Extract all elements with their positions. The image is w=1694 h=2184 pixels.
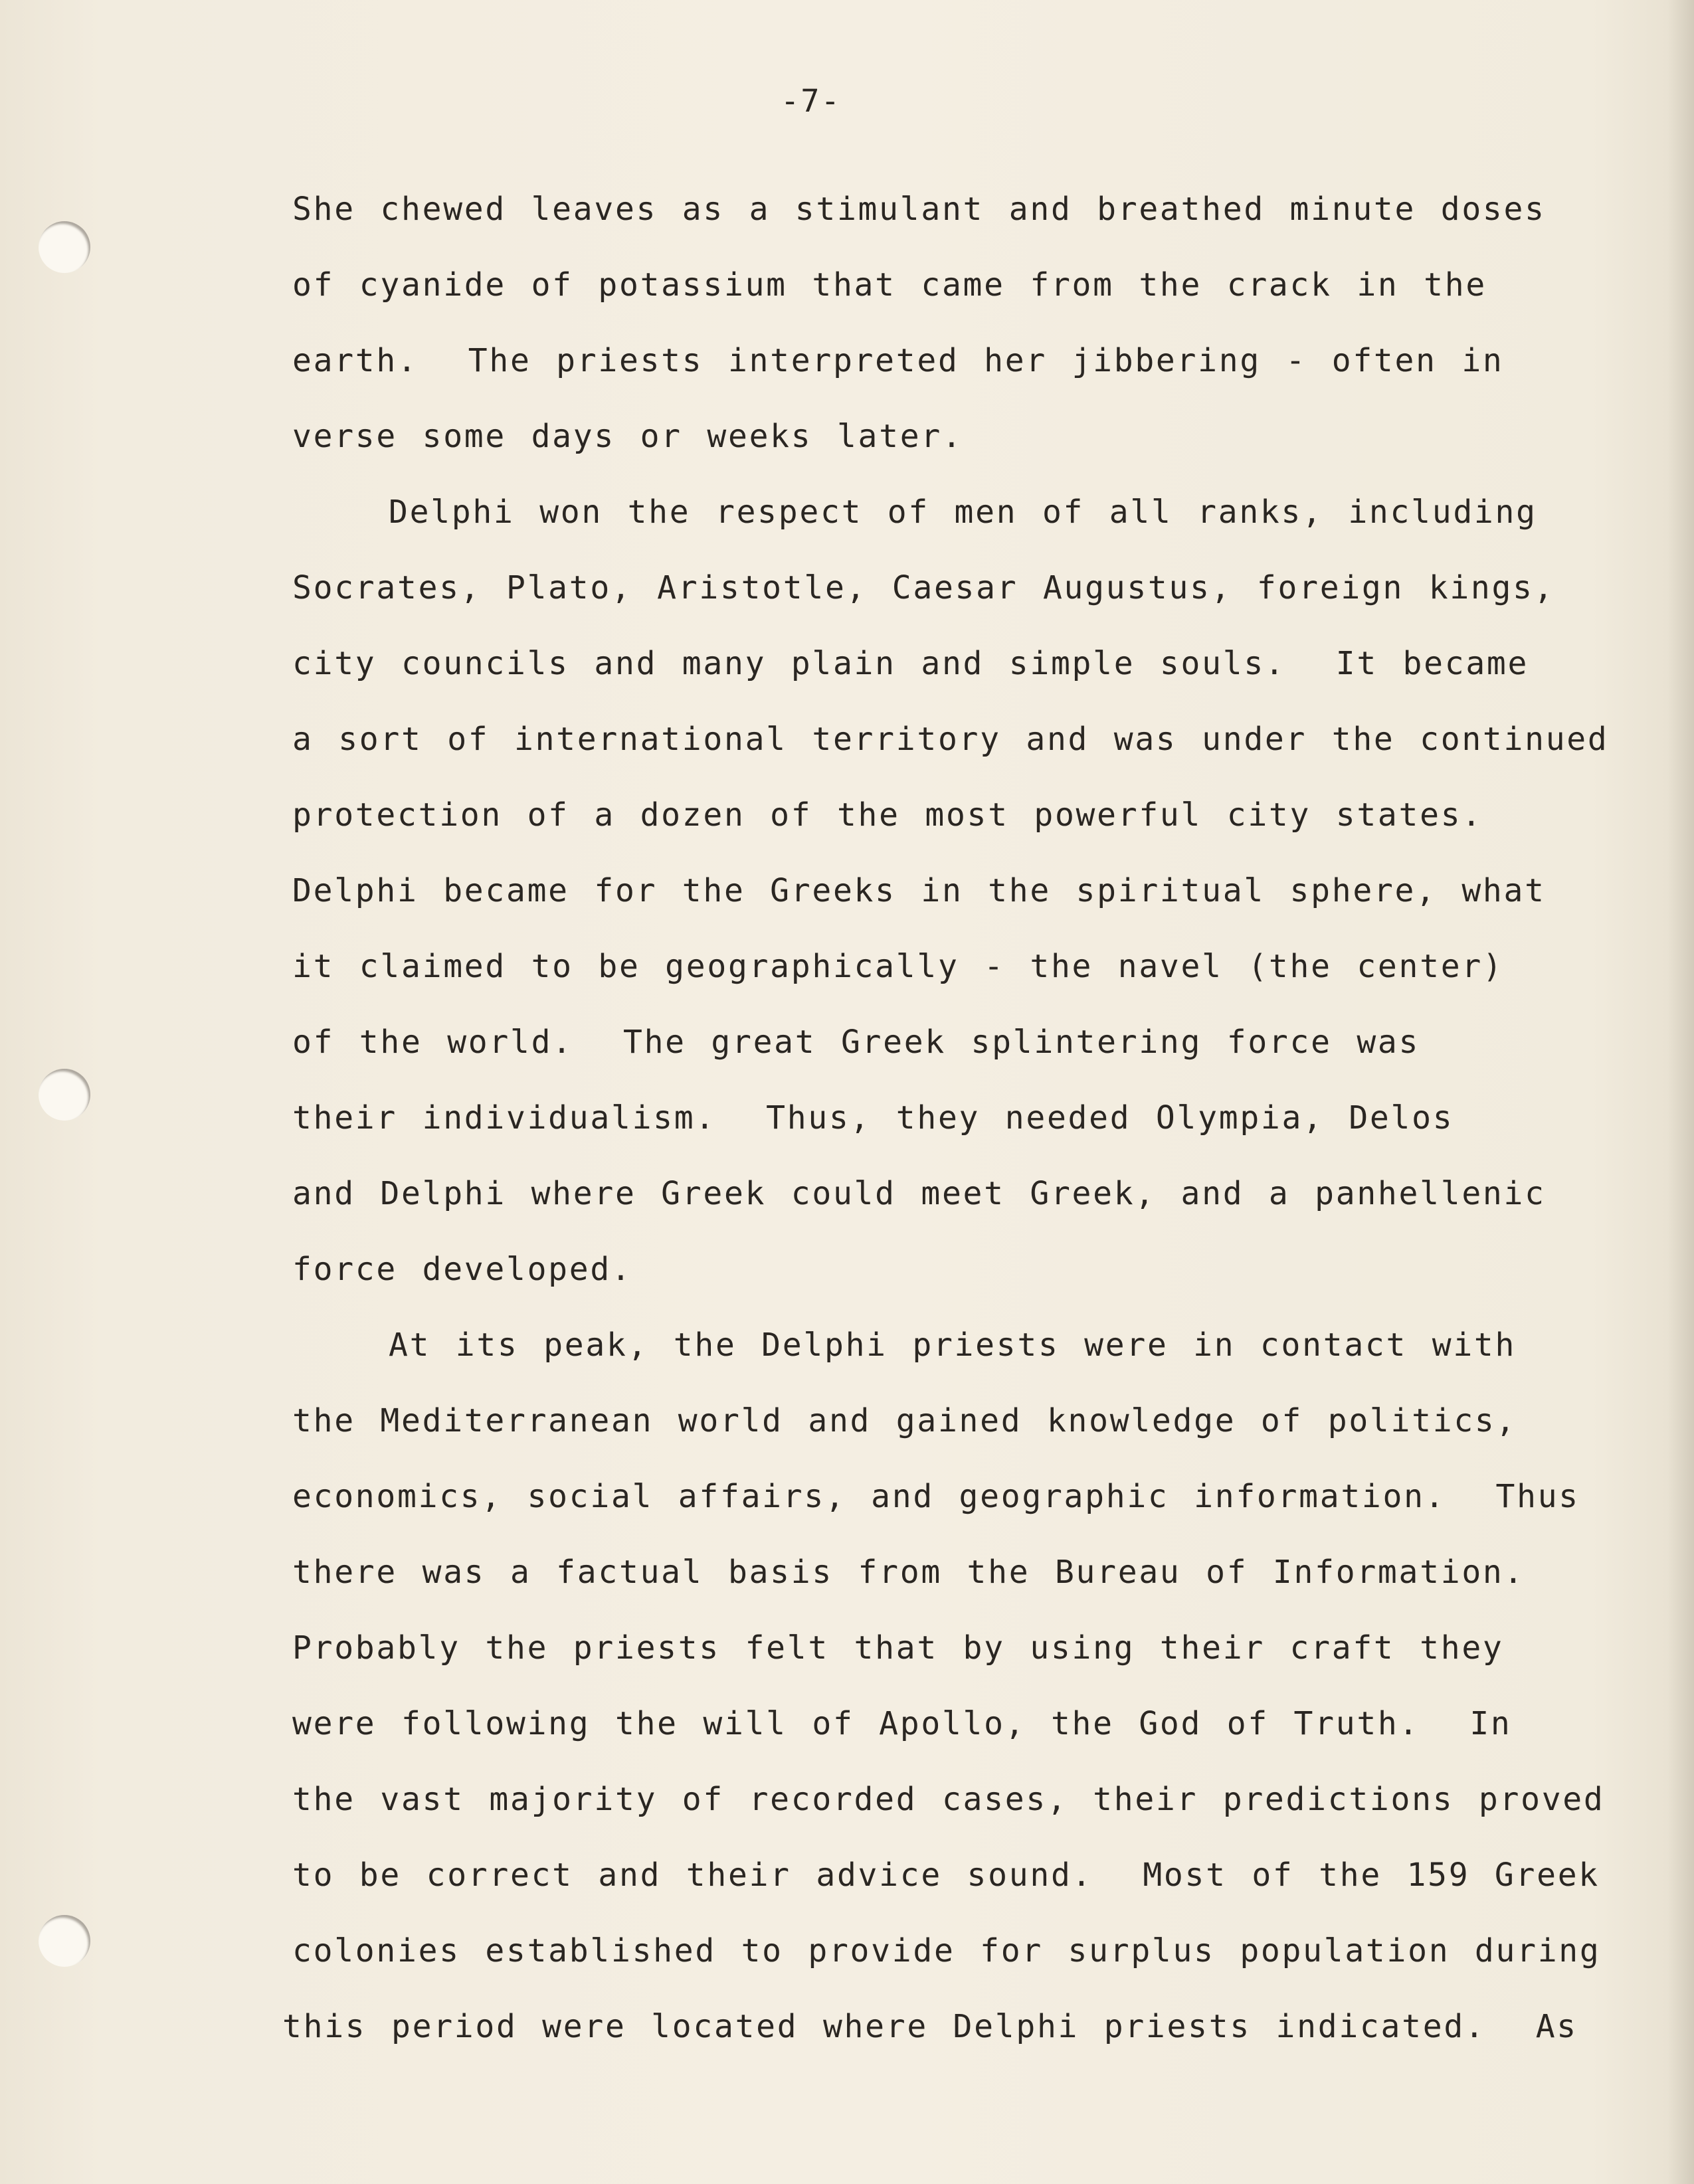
text-line: colonies established to provide for surplus population during xyxy=(292,1932,1601,1969)
text-line: to be correct and their advice sound. Most of the 159 Greek xyxy=(292,1857,1600,1894)
text-line: city councils and many plain and simple souls. It became xyxy=(292,645,1529,682)
text-line: the Mediterranean world and gained knowledge of politics, xyxy=(292,1402,1517,1439)
text-line: of the world. The great Greek splintering force was xyxy=(292,1024,1420,1061)
text-line: force developed. xyxy=(292,1251,632,1288)
page-edge-shadow xyxy=(1667,0,1694,2184)
text-line: Socrates, Plato, Aristotle, Caesar Augustus, foreign kings, xyxy=(292,569,1555,606)
text-line: Probably the priests felt that by using their craft they xyxy=(292,1629,1504,1667)
text-line: protection of a dozen of the most powerful city states. xyxy=(292,796,1483,834)
text-line: Delphi became for the Greeks in the spiritual sphere, what xyxy=(292,872,1546,909)
text-line: verse some days or weeks later. xyxy=(292,418,963,455)
page-number: -7- xyxy=(781,83,841,120)
text-line: a sort of international territory and was under the continued xyxy=(292,721,1609,758)
text-line: of cyanide of potassium that came from the crack in the xyxy=(292,266,1487,304)
binder-hole-bottom xyxy=(39,1915,90,1967)
text-line: economics, social affairs, and geographic information. Thus xyxy=(292,1478,1580,1515)
text-line: their individualism. Thus, they needed Olympia, Delos xyxy=(292,1099,1454,1137)
text-line: were following the will of Apollo, the God of Truth. In xyxy=(292,1705,1512,1742)
paragraph-first-line: Delphi won the respect of men of all ranks, including xyxy=(389,494,1537,531)
text-line: the vast majority of recorded cases, their predictions proved xyxy=(292,1781,1605,1818)
text-line: this period were located where Delphi priests indicated. As xyxy=(282,2008,1578,2045)
binder-hole-middle xyxy=(39,1069,90,1121)
binder-hole-top xyxy=(39,221,90,273)
text-line: earth. The priests interpreted her jibbering - often in xyxy=(292,342,1504,379)
text-line: She chewed leaves as a stimulant and breathed minute doses xyxy=(292,191,1546,228)
paragraph-first-line: At its peak, the Delphi priests were in contact with xyxy=(389,1326,1517,1364)
text-line: and Delphi where Greek could meet Greek, and a panhellenic xyxy=(292,1175,1546,1212)
text-line: it claimed to be geographically - the navel (the center) xyxy=(292,948,1504,985)
text-line: there was a factual basis from the Bureau of Information. xyxy=(292,1554,1525,1591)
